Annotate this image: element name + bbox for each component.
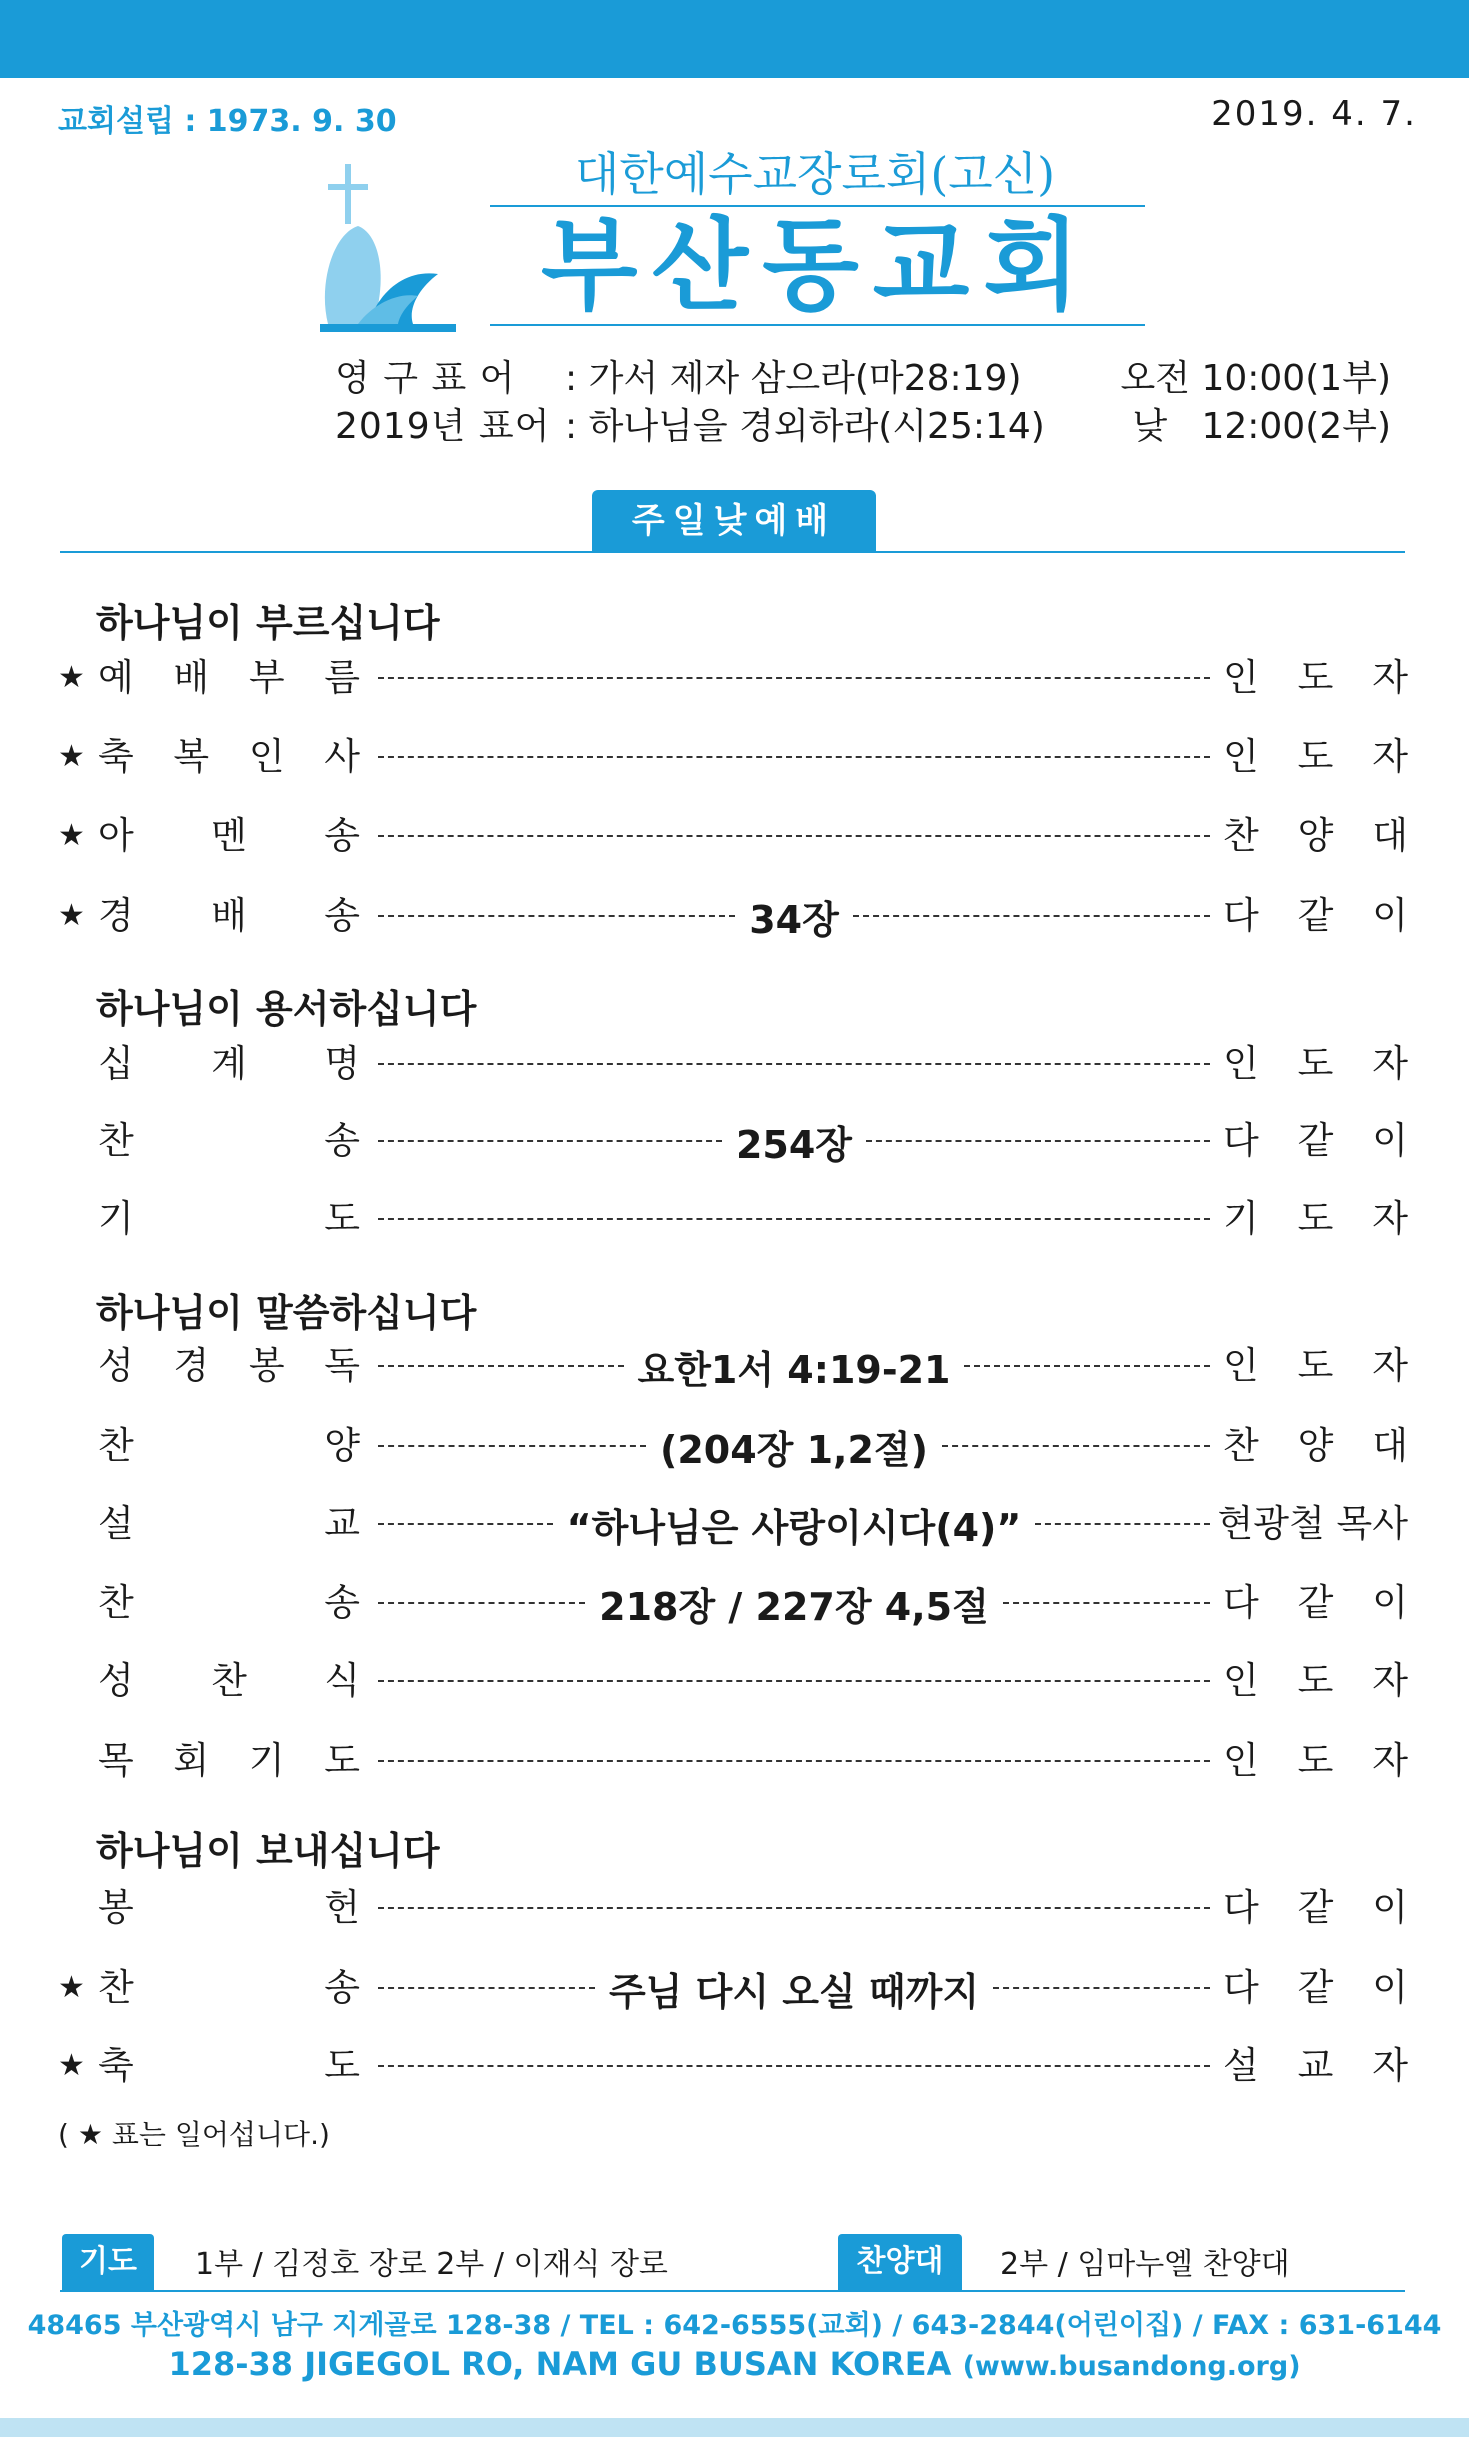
- program-leader-char: 다: [1223, 894, 1259, 937]
- dashed-leader: [378, 1602, 585, 1604]
- program-item: [98, 1882, 360, 1934]
- dashed-leader: [378, 1523, 553, 1525]
- program-item-char: 식: [324, 1659, 360, 1702]
- program-item-char: 사: [324, 735, 360, 778]
- standing-star-icon: ★: [58, 739, 85, 774]
- program-item: [98, 1420, 360, 1472]
- program-leader-line: [378, 1115, 1210, 1167]
- program-item-char: 부: [248, 656, 285, 699]
- standing-star-icon: ★: [58, 818, 85, 853]
- prayer-assignments: 1부 / 김정호 장로 2부 / 이재식 장로: [195, 2247, 668, 2282]
- program-leader-char: 인: [1223, 656, 1259, 699]
- program-leader-char: 양: [1297, 1424, 1334, 1467]
- program-item-char: 경: [173, 1344, 210, 1387]
- motto-eternal: [335, 350, 1022, 401]
- program-item-char: 성: [98, 1344, 134, 1387]
- program-item-char: 찬: [98, 1424, 134, 1467]
- program-leader-char: 대: [1372, 814, 1408, 857]
- program-item-char: 복: [173, 735, 210, 778]
- program-leader-char: 자: [1372, 1344, 1408, 1387]
- program-leader-char: 도: [1297, 656, 1334, 699]
- program-leader-char: 자: [1372, 735, 1408, 778]
- program-item-char: 회: [173, 1739, 210, 1782]
- program-row: [58, 1340, 1408, 1392]
- program-leader-char: 인: [1223, 735, 1259, 778]
- address-english-text: 128-38 JIGEGOL RO, NAM GU BUSAN KOREA: [168, 2345, 952, 2383]
- service-time: 10:00(1부): [1201, 358, 1391, 399]
- program-leader-line: [378, 1962, 1210, 2014]
- program-item: [98, 652, 360, 704]
- choir-label: 찬양대: [838, 2234, 962, 2290]
- program-row: [58, 1115, 1408, 1167]
- denomination: 대한예수교장로회(고신): [574, 147, 1056, 201]
- program-item-char: 설: [98, 1502, 134, 1545]
- program-leader-char: 교: [1297, 2044, 1334, 2087]
- program-item-char: 송: [324, 894, 360, 937]
- program-item: [98, 890, 360, 942]
- program-detail: 요한1서 4:19-21: [637, 1347, 951, 1392]
- program-leader-char: 이: [1372, 1119, 1408, 1162]
- program-leader: [1223, 1115, 1408, 1167]
- program-leader: [1223, 1193, 1408, 1245]
- program-detail: 주님 다시 오실 때까지: [608, 1969, 980, 2014]
- program-item: [98, 1577, 360, 1629]
- motto-label: 2019년 표어: [335, 406, 551, 447]
- program-leader: [1223, 1735, 1408, 1787]
- footer-divider: [60, 2290, 1405, 2292]
- program-item-char: 송: [324, 814, 360, 857]
- program-item: [98, 1735, 360, 1787]
- program-leader-char: 다: [1223, 1966, 1259, 2009]
- program-leader-line: [378, 890, 1210, 942]
- program-row: [58, 1655, 1408, 1707]
- standing-star-icon: ★: [58, 2048, 85, 2083]
- program-leader-char: 자: [1372, 1042, 1408, 1085]
- program-leader-char: 인: [1223, 1042, 1259, 1085]
- program-item: [98, 2040, 360, 2092]
- program-leader-line: [378, 1038, 1210, 1090]
- program-leader-char: 양: [1297, 814, 1334, 857]
- worship-tab: 주일낮예배: [592, 490, 876, 552]
- program-leader-char: 다: [1223, 1581, 1259, 1624]
- program-item: [98, 1340, 360, 1392]
- program-item-char: 도: [324, 1739, 360, 1782]
- program-leader-line: [378, 1735, 1210, 1787]
- bottom-banner: [0, 2418, 1469, 2437]
- program-item-char: 배: [211, 894, 247, 937]
- program-row: [58, 1962, 1408, 2014]
- program-row: [58, 890, 1408, 942]
- program-row: [58, 1498, 1408, 1550]
- program-leader-char: 같: [1297, 1966, 1334, 2009]
- program-leader-line: [378, 2040, 1210, 2092]
- program-leader-char: 다: [1223, 1119, 1259, 1162]
- program-item-char: 도: [324, 1197, 360, 1240]
- program-leader: [1223, 1577, 1408, 1629]
- program-leader-line: [378, 1193, 1210, 1245]
- motto-2019: [335, 398, 1045, 449]
- program-item-char: 헌: [324, 1886, 360, 1929]
- program-leader: [1223, 890, 1408, 942]
- dashed-leader: [378, 1063, 1210, 1065]
- dashed-leader: [378, 1140, 722, 1142]
- program-leader-char: 찬: [1223, 814, 1259, 857]
- program-detail: 34장: [749, 897, 839, 942]
- standing-note: ( ★ 표는 일어섭니다.): [58, 2118, 330, 2151]
- address-english: [0, 2345, 1469, 2383]
- motto-label: 영 구 표 어: [335, 358, 516, 399]
- standing-star-icon: ★: [58, 1970, 85, 2005]
- program-item: [98, 1038, 360, 1090]
- program-leader-char: 도: [1297, 1042, 1334, 1085]
- program-item: [98, 1498, 360, 1550]
- section-title: 하나님이 부르십니다: [96, 601, 440, 645]
- dashed-leader: [1035, 1523, 1210, 1525]
- program-item-char: 양: [324, 1424, 360, 1467]
- program-row: [58, 652, 1408, 704]
- bulletin-date: 2019. 4. 7.: [1211, 94, 1417, 134]
- program-leader-line: [378, 1340, 1210, 1392]
- program-row: [58, 810, 1408, 862]
- program-leader-line: [378, 1498, 1210, 1550]
- program-detail: (204장 1,2절): [659, 1427, 929, 1472]
- program-leader-char: 이: [1372, 1966, 1408, 2009]
- program-row: [58, 731, 1408, 783]
- choir-assignment: 2부 / 임마누엘 찬양대: [1000, 2247, 1290, 2282]
- dashed-leader: [378, 1987, 595, 1989]
- program-leader: [1223, 652, 1408, 704]
- program-item: [98, 810, 360, 862]
- website-link[interactable]: (www.busandong.org): [962, 2351, 1301, 2382]
- program-leader: [1223, 810, 1408, 862]
- program-leader-char: 이: [1372, 1581, 1408, 1624]
- dashed-leader: [378, 2065, 1210, 2067]
- program-detail: “하나님은 사랑이시다(4)”: [566, 1505, 1022, 1550]
- program-row: [58, 1420, 1408, 1472]
- program-leader-char: 같: [1297, 1886, 1334, 1929]
- section-title: 하나님이 보내십니다: [96, 1829, 440, 1873]
- program-item-char: 아: [98, 814, 134, 857]
- program-leader-char: 기: [1223, 1197, 1259, 1240]
- program-row: [58, 1882, 1408, 1934]
- program-detail: 254장: [735, 1122, 853, 1167]
- church-name: 부산동교회: [541, 207, 1094, 324]
- program-leader-char: 이: [1372, 894, 1408, 937]
- program-item-char: 인: [248, 735, 285, 778]
- program-item-char: 봉: [248, 1344, 285, 1387]
- section-title: 하나님이 용서하십니다: [96, 987, 477, 1031]
- program-item-char: 송: [324, 1581, 360, 1624]
- service-time-2: [1132, 398, 1391, 449]
- program-item-char: 찬: [98, 1119, 134, 1162]
- dashed-leader: [993, 1987, 1210, 1989]
- program-leader-char: 도: [1297, 735, 1334, 778]
- program-leader-char: 같: [1297, 1581, 1334, 1624]
- service-label: 오전: [1120, 358, 1191, 399]
- program-leader-char: 인: [1223, 1739, 1259, 1782]
- program-leader-char: 대: [1372, 1424, 1408, 1467]
- service-time-1: [1120, 350, 1391, 401]
- program-item-char: 교: [324, 1502, 360, 1545]
- program-leader-char: 자: [1372, 656, 1408, 699]
- motto-text: : 하나님을 경외하라(시25:14): [565, 406, 1045, 447]
- dashed-leader: [853, 915, 1210, 917]
- program-leader-line: [378, 652, 1210, 704]
- dashed-leader: [378, 1218, 1210, 1220]
- program-item-char: 축: [98, 2044, 134, 2087]
- program-leader: [1217, 1498, 1408, 1550]
- program-leader-char: 같: [1297, 1119, 1334, 1162]
- program-row: [58, 1577, 1408, 1629]
- program-item-char: 찬: [211, 1659, 247, 1702]
- program-item-char: 기: [98, 1197, 134, 1240]
- prayer-label: 기도: [62, 2234, 154, 2290]
- program-item-char: 축: [98, 735, 134, 778]
- address-korean: 48465 부산광역시 남구 지게골로 128-38 / TEL : 642-6555(교회) / 643-2844(어린이집) / FAX : 631-6144: [27, 2310, 1442, 2341]
- program-item-char: 송: [324, 1966, 360, 2009]
- program-item-char: 도: [324, 2044, 360, 2087]
- program-leader: [1223, 1038, 1408, 1090]
- program-leader-char: 다: [1223, 1886, 1259, 1929]
- program-leader-char: 자: [1372, 1739, 1408, 1782]
- program-row: [58, 1735, 1408, 1787]
- program-leader: [1223, 1882, 1408, 1934]
- dashed-leader: [942, 1445, 1210, 1447]
- program-leader-char: 도: [1297, 1344, 1334, 1387]
- program-item-char: 송: [324, 1119, 360, 1162]
- program-leader-line: [378, 1577, 1210, 1629]
- service-time: 12:00(2부): [1201, 406, 1391, 447]
- program-leader-line: [378, 731, 1210, 783]
- program-leader-char: 자: [1372, 2044, 1408, 2087]
- service-label: 낮: [1132, 406, 1168, 447]
- dashed-leader: [1003, 1602, 1210, 1604]
- section-title: 하나님이 말씀하십니다: [96, 1291, 477, 1335]
- program-leader: [1223, 1962, 1408, 2014]
- program-leader-char: 도: [1297, 1197, 1334, 1240]
- dashed-leader: [378, 1760, 1210, 1762]
- program-item-char: 기: [248, 1739, 285, 1782]
- program-item-char: 명: [324, 1042, 360, 1085]
- program-detail: 218장 / 227장 4,5절: [599, 1584, 989, 1629]
- program-leader-char: 인: [1223, 1659, 1259, 1702]
- program-leader-line: [378, 1420, 1210, 1472]
- program-item-char: 목: [98, 1739, 134, 1782]
- program-item: [98, 1962, 360, 2014]
- dashed-leader: [964, 1365, 1210, 1367]
- program-leader: [1223, 731, 1408, 783]
- program-leader-char: 인: [1223, 1344, 1259, 1387]
- program-leader-char: 찬: [1223, 1424, 1259, 1467]
- program-item-char: 배: [173, 656, 210, 699]
- program-item-char: 예: [98, 656, 134, 699]
- program-item: [98, 1115, 360, 1167]
- program-leader-line: [378, 810, 1210, 862]
- program-item-char: 계: [211, 1042, 247, 1085]
- program-row: [58, 2040, 1408, 2092]
- program-leader-char: 같: [1297, 894, 1334, 937]
- church-logo-icon: [318, 164, 458, 334]
- program-leader-char: 설: [1223, 2044, 1259, 2087]
- program-leader-char: 이: [1372, 1886, 1408, 1929]
- dashed-leader: [378, 1365, 624, 1367]
- dashed-leader: [378, 1445, 646, 1447]
- dashed-leader: [866, 1140, 1210, 1142]
- program-item-char: 름: [324, 656, 360, 699]
- motto-text: : 가서 제자 삼으라(마28:19): [565, 358, 1022, 399]
- program-leader-line: [378, 1882, 1210, 1934]
- program-row: [58, 1038, 1408, 1090]
- program-item-char: 봉: [98, 1886, 134, 1929]
- program-leader-char: 자: [1372, 1659, 1408, 1702]
- program-item-char: 경: [98, 894, 134, 937]
- program-item-char: 십: [98, 1042, 134, 1085]
- program-leader-line: [378, 1655, 1210, 1707]
- founded-date: 교회설립 : 1973. 9. 30: [58, 104, 397, 139]
- program-leader: [1223, 1655, 1408, 1707]
- standing-star-icon: ★: [58, 898, 85, 933]
- program-item: [98, 1193, 360, 1245]
- program-leader-char: 현광철 목사: [1217, 1502, 1408, 1545]
- program-item-char: 찬: [98, 1966, 134, 2009]
- program-item: [98, 731, 360, 783]
- program-leader: [1223, 2040, 1408, 2092]
- dashed-leader: [378, 677, 1210, 679]
- program-leader-char: 도: [1297, 1659, 1334, 1702]
- standing-star-icon: ★: [58, 660, 85, 695]
- dashed-leader: [378, 835, 1210, 837]
- dashed-leader: [378, 1907, 1210, 1909]
- program-item: [98, 1655, 360, 1707]
- program-item-char: 성: [98, 1659, 134, 1702]
- program-item-char: 독: [324, 1344, 360, 1387]
- program-leader-char: 도: [1297, 1739, 1334, 1782]
- program-leader-char: 자: [1372, 1197, 1408, 1240]
- dashed-leader: [378, 1680, 1210, 1682]
- dashed-leader: [378, 756, 1210, 758]
- divider: [490, 324, 1145, 326]
- program-leader: [1223, 1420, 1408, 1472]
- program-leader: [1223, 1340, 1408, 1392]
- program-row: [58, 1193, 1408, 1245]
- dashed-leader: [378, 915, 735, 917]
- program-item-char: 멘: [211, 814, 247, 857]
- top-banner: [0, 0, 1469, 78]
- program-item-char: 찬: [98, 1581, 134, 1624]
